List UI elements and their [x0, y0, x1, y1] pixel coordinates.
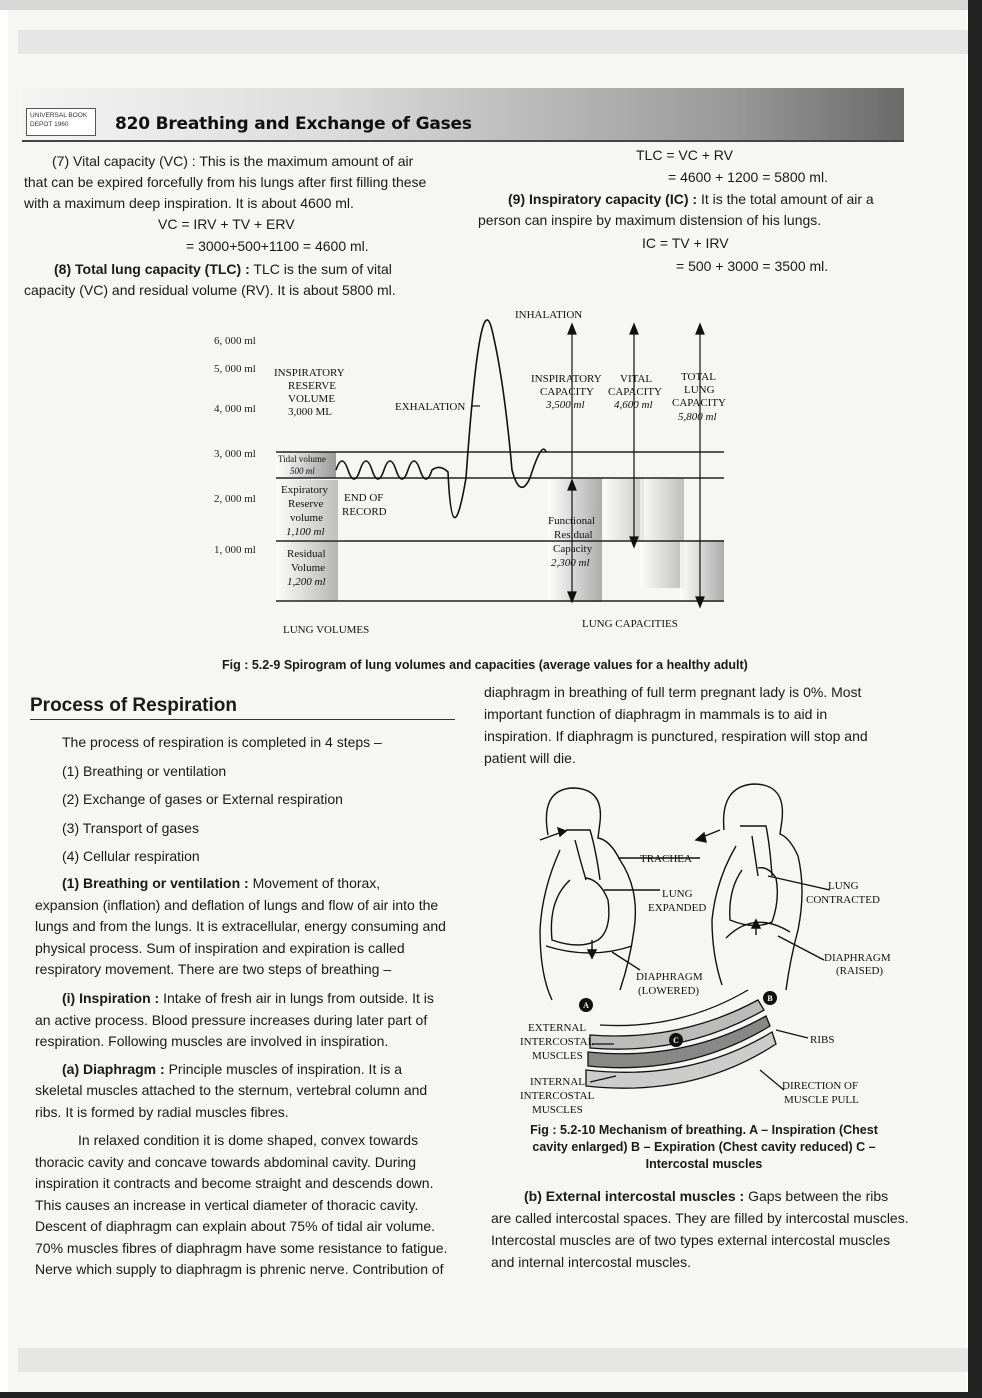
diaphragm-raised-pointer — [778, 936, 824, 960]
ic-equation-1: IC = TV + IRV — [642, 235, 729, 251]
y-tick-6000: 6, 000 ml — [214, 335, 256, 347]
bleed-band-top — [18, 30, 968, 54]
scan-edge-top — [0, 0, 982, 10]
diaphragm-line-1: (a) Diaphragm : Principle muscles of inspiration. It is a — [62, 1061, 403, 1077]
cap-shade-3 — [680, 540, 724, 602]
tlc-equation-1: TLC = VC + RV — [636, 147, 734, 163]
vc-paragraph-line-2: that can be expired forcefully from his lungs after first filling these — [24, 174, 427, 190]
relaxed-line-3: inspiration it contracts and become straight and descends down. — [35, 1175, 434, 1191]
breathing-line-2: expansion (inflation) and deflation of lungs and flow of air into the — [35, 897, 439, 913]
erv-label-2: Reserve — [288, 498, 324, 510]
lung-a — [551, 878, 609, 945]
marker-b-letter: B — [767, 994, 773, 1003]
publisher-logo: UNIVERSAL BOOK DEPOT 1960 — [26, 108, 96, 136]
diaphragm-lowered-2: (LOWERED) — [638, 985, 700, 997]
internal-2: INTERCOSTAL — [520, 1090, 595, 1102]
relaxed-line-6: 70% muscles fibres of diaphragm have some resistance to fatigue. — [35, 1240, 448, 1256]
frc-label-3: Capacity — [553, 543, 593, 555]
lung-contracted-2: CONTRACTED — [806, 894, 880, 906]
relaxed-line-2: thoracic cavity and concave towards abdominal cavity. During — [35, 1154, 417, 1170]
direction-1: DIRECTION OF — [782, 1080, 859, 1092]
spirogram-trace — [336, 320, 546, 518]
tidal-label-2: 500 ml — [290, 466, 315, 476]
external-3: MUSCLES — [532, 1050, 583, 1062]
direction-pointer — [760, 1070, 784, 1090]
end-record-1: END OF — [344, 492, 384, 504]
bleed-band-bottom — [18, 1348, 968, 1372]
ic-equation-2: = 500 + 3000 = 3500 ml. — [676, 258, 829, 274]
ribs-pointer — [776, 1030, 808, 1038]
cap-shade-2 — [640, 478, 684, 588]
exhalation-label: EXHALATION — [395, 401, 466, 413]
diaphragm-raised-1: DIAPHRAGM — [824, 952, 891, 964]
y-tick-2000: 2, 000 ml — [214, 493, 256, 505]
marker-c-letter: C — [673, 1036, 679, 1045]
frc-label-2: Residual — [554, 529, 593, 541]
cap-shade-1 — [604, 478, 644, 540]
eim-line-3: Intercostal muscles are of two types external intercostal muscles — [491, 1232, 891, 1248]
relaxed-line-5: Descent of diaphragm can explain about 75% of tidal air volume. — [35, 1218, 436, 1234]
ribs-label: RIBS — [810, 1034, 835, 1046]
ic-paragraph-line-2: person can inspire by maximum distension of his lungs. — [478, 212, 822, 228]
frc-label-4: 2,300 ml — [551, 557, 590, 569]
inspiration-line-2: an active process. Blood pressure increases during later part of — [35, 1012, 428, 1028]
vc-paragraph-line-1: (7) Vital capacity (VC) : This is the maximum amount of air — [52, 153, 414, 169]
external-1: EXTERNAL — [528, 1022, 587, 1034]
eim-line-2: are called intercostal spaces. They are filled by intercostal muscles. — [491, 1210, 909, 1226]
irv-label-4: 3,000 ML — [288, 406, 332, 418]
diaphragm-line-2: skeletal muscles attached to the sternum, vertebral column and — [35, 1082, 428, 1098]
marker-a-letter: A — [583, 1001, 589, 1010]
vc-equation-1: VC = IRV + TV + ERV — [158, 216, 295, 232]
relaxed-line-1: In relaxed condition it is dome shaped, convex towards — [78, 1132, 419, 1148]
internal-1: INTERNAL — [530, 1076, 585, 1088]
tidal-label-1: Tidal volume — [278, 454, 326, 464]
section-heading: Process of Respiration — [30, 695, 237, 716]
spirogram-caption: Fig : 5.2-9 Spirogram of lung volumes and capacities (average values for a healthy adult) — [222, 658, 748, 672]
tlc-paragraph-line-1: (8) Total lung capacity (TLC) : TLC is the sum of vital — [54, 261, 392, 277]
rv-label-3: 1,200 ml — [287, 576, 326, 588]
rv-label-1: Residual — [287, 548, 326, 560]
relaxed-line-7: Nerve which supply to diaphragm is phrenic nerve. Contribution of — [35, 1261, 444, 1277]
ic-label-1: INSPIRATORY — [531, 373, 602, 385]
lung-expanded-2: EXPANDED — [648, 902, 707, 914]
direction-2: MUSCLE PULL — [784, 1094, 859, 1106]
step-4: (4) Cellular respiration — [62, 848, 200, 864]
lung-contracted-1: LUNG — [828, 880, 859, 892]
breathing-mechanism-figure — [0, 770, 982, 1120]
spirogram-figure — [0, 300, 982, 660]
lung-capacities-label: LUNG CAPACITIES — [582, 618, 678, 630]
diaphragm-line-3: ribs. It is formed by radial muscles fibres. — [35, 1104, 289, 1120]
ic-paragraph-line-1: (9) Inspiratory capacity (IC) : It is the total amount of air a — [508, 191, 874, 207]
lung-expanded-1: LUNG — [662, 888, 693, 900]
step-2: (2) Exchange of gases or External respiration — [62, 791, 343, 807]
irv-label-1: INSPIRATORY — [274, 367, 345, 379]
continuation-line-2: important function of diaphragm in mammals is to aid in — [484, 706, 828, 722]
vc-label-1: VITAL — [620, 373, 653, 385]
lung-volumes-label: LUNG VOLUMES — [283, 624, 370, 636]
diaphragm-lowered-1: DIAPHRAGM — [636, 971, 703, 983]
irv-label-3: VOLUME — [288, 393, 336, 405]
rv-label-2: Volume — [291, 562, 326, 574]
relaxed-line-4: This causes an increase in vertical diameter of thoracic cavity. — [35, 1197, 419, 1213]
y-tick-5000: 5, 000 ml — [214, 363, 256, 375]
body-outline-a — [540, 788, 635, 1000]
continuation-line-1: diaphragm in breathing of full term pregnant lady is 0%. Most — [484, 684, 862, 700]
frc-label-1: Functional — [548, 515, 596, 527]
step-1: (1) Breathing or ventilation — [62, 763, 227, 779]
y-tick-3000: 3, 000 ml — [214, 448, 256, 460]
irv-label-2: RESERVE — [288, 380, 337, 392]
breathing-line-4: physical process. Sum of inspiration and expiration is called — [35, 940, 405, 956]
inhalation-label: INHALATION — [515, 309, 583, 321]
y-tick-1000: 1, 000 ml — [214, 544, 256, 556]
vc-equation-2: = 3000+500+1100 = 4600 ml. — [186, 238, 369, 254]
external-2: INTERCOSTAL — [520, 1036, 595, 1048]
diaphragm-raised-2: (RAISED) — [836, 965, 884, 977]
inspiration-line-3: respiration. Following muscles are involved in inspiration. — [35, 1033, 389, 1049]
body-outline-b — [712, 784, 802, 990]
breathing-line-1: (1) Breathing or ventilation : Movement of thorax, — [62, 875, 381, 891]
scan-edge-right — [968, 0, 982, 1398]
tlc-label-1: TOTAL — [681, 371, 716, 383]
eim-line-1: (b) External intercostal muscles : Gaps between the ribs — [524, 1188, 889, 1204]
y-tick-4000: 4, 000 ml — [214, 403, 256, 415]
fig2-caption-line-3: Intercostal muscles — [645, 1157, 763, 1171]
fig2-caption-line-1: Fig : 5.2-10 Mechanism of breathing. A – Inspiration (Chest — [530, 1123, 878, 1137]
airway-b — [740, 826, 772, 876]
tlc-paragraph-line-2: capacity (VC) and residual volume (RV). It is about 5800 ml. — [24, 282, 396, 298]
erv-label-4: 1,100 ml — [286, 526, 325, 538]
trachea-label: TRACHEA — [640, 853, 692, 865]
breathing-line-3: lungs and from the lungs. It is extracellular, energy consuming and — [35, 918, 446, 934]
vc-label-3: 4,600 ml — [614, 399, 653, 411]
tlc-label-2: LUNG — [684, 384, 715, 396]
step-3: (3) Transport of gases — [62, 820, 199, 836]
continuation-line-3: inspiration. If diaphragm is punctured, respiration will stop and — [484, 728, 868, 744]
internal-3: MUSCLES — [532, 1104, 583, 1116]
tlc-equation-2: = 4600 + 1200 = 5800 ml. — [668, 169, 828, 185]
scan-edge-bottom — [0, 1392, 982, 1398]
fig2-caption-line-2: cavity enlarged) B – Expiration (Chest cavity reduced) C – — [532, 1140, 876, 1154]
tlc-label-4: 5,800 ml — [678, 411, 717, 423]
continuation-line-4: patient will die. — [484, 750, 576, 766]
erv-label-3: volume — [290, 512, 323, 524]
erv-label-1: Expiratory — [281, 484, 329, 496]
end-record-2: RECORD — [342, 506, 387, 518]
vc-paragraph-line-3: with a maximum deep inspiration. It is about 4600 ml. — [24, 195, 354, 211]
page-title: 820 Breathing and Exchange of Gases — [115, 114, 472, 134]
tlc-label-3: CAPACITY — [672, 397, 726, 409]
process-intro: The process of respiration is completed in 4 steps – — [62, 734, 382, 750]
eim-line-4: and internal intercostal muscles. — [491, 1254, 691, 1270]
ic-label-2: CAPACITY — [540, 386, 594, 398]
airway-a — [566, 830, 600, 880]
breathing-line-5: respiratory movement. There are two steps of breathing – — [35, 961, 392, 977]
section-heading-rule — [30, 719, 455, 720]
inspiration-line-1: (i) Inspiration : Intake of fresh air in lungs from outside. It is — [62, 990, 434, 1006]
vc-label-2: CAPACITY — [608, 386, 662, 398]
ic-label-3: 3,500 ml — [546, 399, 585, 411]
